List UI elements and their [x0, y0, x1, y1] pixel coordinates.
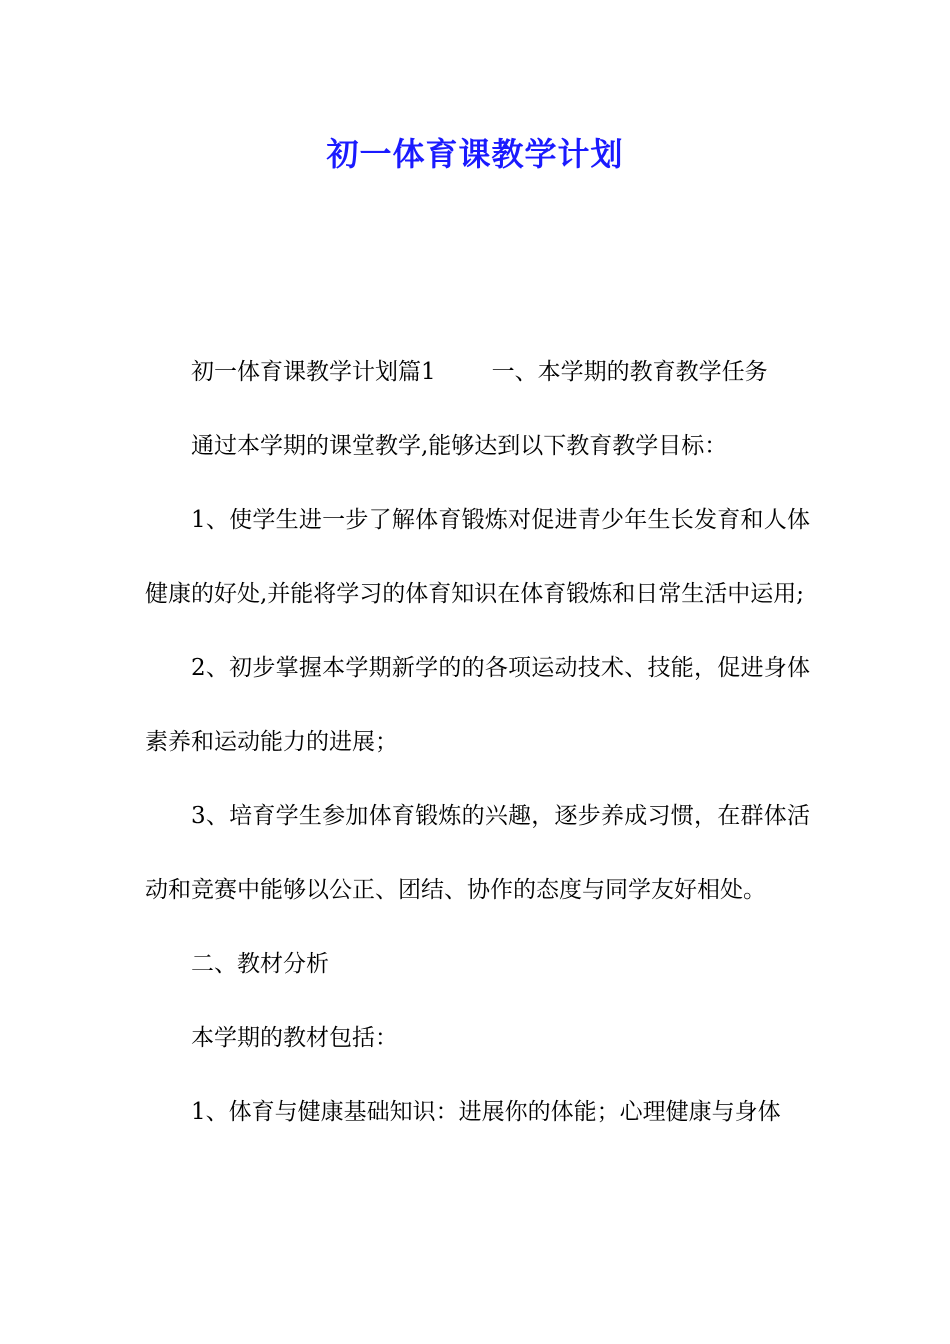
heading-part-2: 一、本学期的教育教学任务 — [491, 359, 768, 385]
section-heading — [145, 335, 810, 409]
document-body — [145, 335, 810, 1149]
paragraph-goal-3: 3、培育学生参加体育锻炼的兴趣，逐步养成习惯，在群体活动和竞赛中能够以公正、团结、协作的态度与同学友好相处。 — [145, 803, 810, 903]
paragraph-goal-1: 1、使学生进一步了解体育锻炼对促进青少年生长发育和人体健康的好处,并能将学习的体育知识在体育锻炼和日常生活中运用; — [145, 507, 810, 607]
document-title: 初一体育课教学计划 — [326, 135, 624, 173]
paragraph-goals-intro: 通过本学期的课堂教学,能够达到以下教育教学目标： — [191, 433, 728, 459]
paragraph-materials-1: 1、体育与健康基础知识：进展你的体能；心理健康与身体 — [191, 1099, 781, 1125]
paragraph-goal-2: 2、初步掌握本学期新学的的各项运动技术、技能，促进身体素养和运动能力的进展； — [145, 655, 810, 755]
paragraph-materials-intro: 本学期的教材包括： — [191, 1025, 398, 1051]
heading-part-1: 初一体育课教学计划篇1 — [191, 359, 436, 385]
paragraph-section-2-heading: 二、教材分析 — [191, 951, 329, 977]
